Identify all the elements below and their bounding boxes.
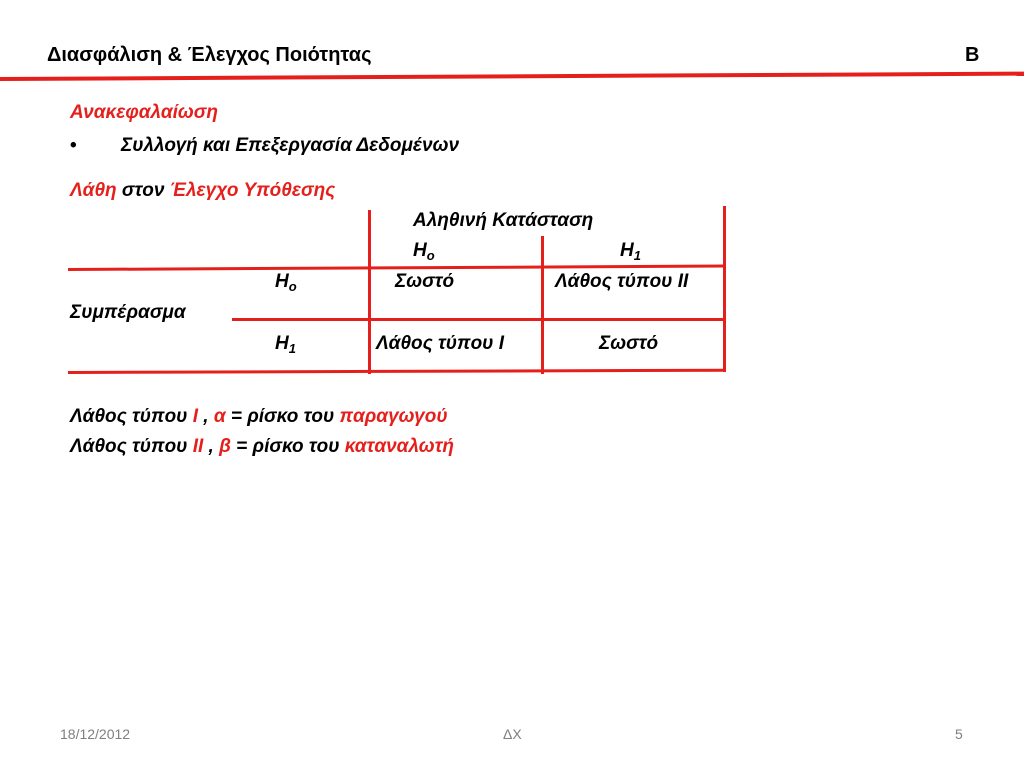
- row-header-h0: [275, 271, 297, 293]
- true-state-label: Αληθινή Κατάσταση: [413, 210, 594, 231]
- row-header-h1-sub: 1: [288, 341, 296, 356]
- errors-title-part2: στον: [116, 180, 170, 201]
- section-title: Ανακεφαλαίωση: [70, 102, 218, 123]
- definition-1-who: παραγωγού: [339, 406, 448, 427]
- definition-2-type: II: [192, 436, 204, 457]
- definition-1-prefix: Λάθος τύπου: [70, 406, 193, 427]
- definition-2-mid: = ρίσκο του: [230, 436, 345, 457]
- footer-center: ΔΧ: [503, 726, 522, 742]
- definition-2-sep: ,: [203, 436, 220, 457]
- cell-h1-h0: Λάθος τύπου I: [376, 333, 504, 354]
- definition-2-prefix: Λάθος τύπου: [70, 436, 193, 457]
- footer-page-number: 5: [955, 726, 963, 742]
- footer-date: 18/12/2012: [60, 726, 131, 742]
- row-header-h1: [275, 333, 296, 355]
- conclusion-label: Συμπέρασμα: [70, 302, 186, 323]
- col-header-h0-sub: o: [426, 248, 435, 263]
- row-header-h1-letter: H: [275, 333, 289, 354]
- col-header-h1-letter: H: [620, 240, 634, 261]
- definition-type-1: [70, 406, 448, 428]
- cell-h0-h0: Σωστό: [395, 271, 455, 292]
- table-vline-left: [368, 210, 371, 374]
- col-header-h1: [620, 240, 641, 262]
- definition-1-type: I: [192, 406, 198, 427]
- header-divider: [0, 72, 1024, 81]
- table-vline-center: [541, 236, 544, 374]
- errors-title-part1: Λάθη: [70, 180, 117, 201]
- table-line-middle: [232, 318, 725, 321]
- definition-1-symbol: α: [213, 406, 226, 427]
- definition-2-symbol: β: [219, 436, 231, 457]
- slide-corner-label: B: [965, 44, 980, 66]
- errors-title: [70, 180, 335, 202]
- definition-2-who: καταναλωτή: [344, 436, 454, 457]
- cell-h1-h1: Σωστό: [599, 333, 659, 354]
- definition-type-2: [70, 436, 454, 458]
- definition-1-mid: = ρίσκο του: [225, 406, 340, 427]
- col-header-h0-letter: H: [413, 240, 427, 261]
- table-vline-right: [723, 206, 726, 372]
- definition-1-sep: ,: [197, 406, 214, 427]
- bullet-symbol: •: [70, 135, 77, 156]
- slide-title: Διασφάλιση & Έλεγχος Ποιότητας: [47, 44, 372, 66]
- row-header-h0-sub: o: [288, 279, 297, 294]
- row-header-h0-letter: H: [275, 271, 289, 292]
- col-header-h0: [413, 240, 435, 262]
- errors-title-part3: Έλεγχο Υπόθεσης: [169, 180, 336, 201]
- col-header-h1-sub: 1: [633, 248, 641, 263]
- cell-h0-h1: Λάθος τύπου II: [555, 271, 689, 292]
- table-line-bottom: [68, 369, 725, 374]
- bullet-text: Συλλογή και Επεξεργασία Δεδομένων: [121, 135, 460, 156]
